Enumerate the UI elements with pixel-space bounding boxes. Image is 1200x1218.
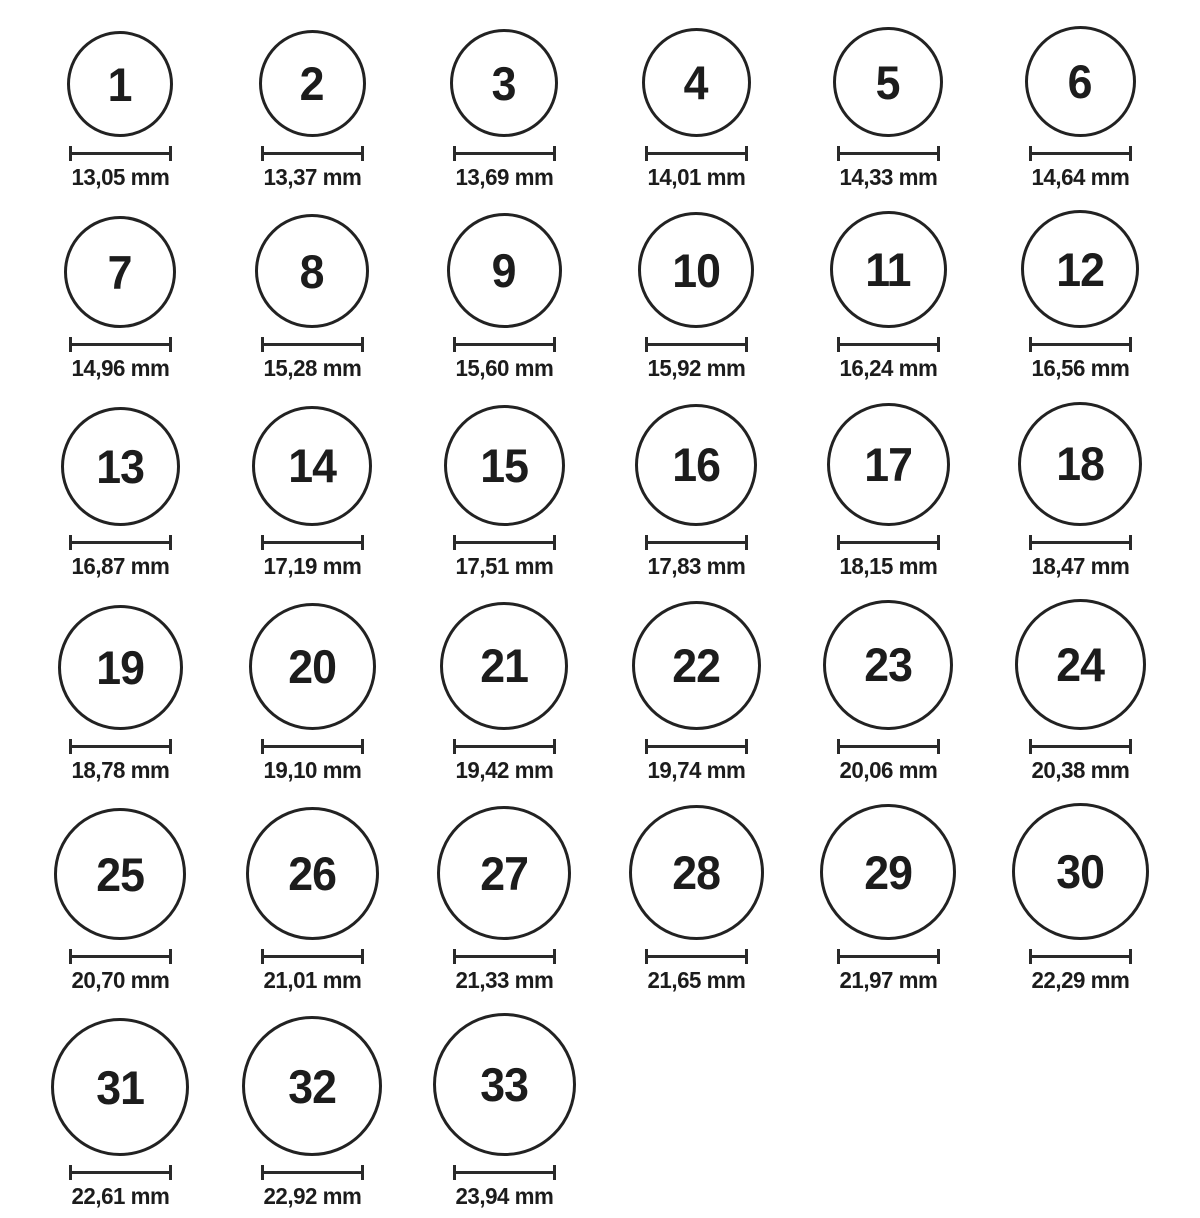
ruler-line xyxy=(1032,955,1129,958)
ring-size-number: 1 xyxy=(108,57,132,111)
ring-circle xyxy=(1021,210,1139,328)
ring-size-number: 33 xyxy=(480,1058,528,1112)
diameter-label: 21,65 mm xyxy=(647,967,745,994)
diameter-ruler xyxy=(645,949,748,964)
ring-size-number: 22 xyxy=(672,638,720,692)
diameter-ruler xyxy=(69,146,172,161)
ring-size-number: 6 xyxy=(1068,55,1092,108)
diameter-label: 14,96 mm xyxy=(71,355,169,382)
ring-size-cell-7 xyxy=(64,216,176,381)
diameter-ruler xyxy=(645,337,748,352)
diameter-ruler xyxy=(837,739,940,754)
diameter-label: 17,83 mm xyxy=(647,552,745,579)
ruler-right-tick xyxy=(937,739,940,754)
ring-circle xyxy=(54,808,186,940)
diameter-ruler xyxy=(261,337,364,352)
ruler-right-tick xyxy=(745,739,748,754)
ring-circle xyxy=(450,29,558,137)
ring-circle xyxy=(1025,26,1136,137)
ruler-line xyxy=(1032,745,1129,748)
ring-size-cell-6 xyxy=(1025,26,1136,190)
ruler-right-tick xyxy=(745,146,748,161)
ring-size-cell-22 xyxy=(632,601,761,783)
ruler-line xyxy=(456,745,553,748)
ring-circle xyxy=(51,1018,189,1156)
ring-size-number: 12 xyxy=(1056,242,1104,296)
ruler-right-tick xyxy=(169,535,172,550)
ring-size-number: 31 xyxy=(96,1060,144,1114)
ring-size-cell-33 xyxy=(433,1013,576,1209)
ring-circle xyxy=(437,806,571,940)
diameter-ruler xyxy=(645,146,748,161)
ring-circle xyxy=(635,404,757,526)
diameter-ruler xyxy=(261,739,364,754)
ruler-line xyxy=(264,343,361,346)
ring-circle xyxy=(64,216,176,328)
ruler-line xyxy=(72,343,169,346)
ring-circle xyxy=(827,403,950,526)
ring-size-cell-2 xyxy=(259,30,366,190)
diameter-label: 21,97 mm xyxy=(839,967,937,994)
ring-size-number: 13 xyxy=(96,439,144,493)
ring-size-cell-28 xyxy=(629,805,764,993)
ring-circle xyxy=(252,406,372,526)
ruler-right-tick xyxy=(169,1165,172,1180)
ring-circle xyxy=(638,212,754,328)
ruler-right-tick xyxy=(1129,535,1132,550)
ruler-right-tick xyxy=(553,1165,556,1180)
ring-size-number: 7 xyxy=(108,245,132,299)
diameter-label: 16,87 mm xyxy=(71,552,169,579)
ring-size-cell-14 xyxy=(252,406,372,579)
ruler-right-tick xyxy=(1129,146,1132,161)
ruler-right-tick xyxy=(1129,739,1132,754)
ruler-line xyxy=(456,343,553,346)
diameter-ruler xyxy=(1029,337,1132,352)
ruler-right-tick xyxy=(361,535,364,550)
ring-size-cell-11 xyxy=(830,211,947,381)
ruler-right-tick xyxy=(553,739,556,754)
ring-circle xyxy=(1018,402,1142,526)
ring-size-number: 18 xyxy=(1056,437,1104,491)
ruler-right-tick xyxy=(937,535,940,550)
ring-size-cell-17 xyxy=(827,403,950,579)
ring-size-number: 20 xyxy=(288,639,336,693)
ruler-right-tick xyxy=(361,949,364,964)
ring-size-number: 25 xyxy=(96,847,144,901)
ruler-line xyxy=(456,152,553,155)
diameter-label: 15,92 mm xyxy=(647,355,745,382)
ring-size-number: 19 xyxy=(96,640,144,694)
ruler-line xyxy=(456,1171,553,1174)
diameter-label: 20,38 mm xyxy=(1031,756,1129,783)
diameter-ruler xyxy=(453,146,556,161)
ring-circle xyxy=(58,605,183,730)
diameter-ruler xyxy=(69,535,172,550)
ruler-right-tick xyxy=(553,949,556,964)
diameter-label: 14,33 mm xyxy=(839,164,937,190)
diameter-ruler xyxy=(453,1165,556,1180)
ring-circle xyxy=(440,602,568,730)
ring-size-number: 4 xyxy=(684,56,708,109)
ruler-line xyxy=(840,541,937,544)
diameter-ruler xyxy=(453,739,556,754)
ring-size-cell-12 xyxy=(1021,210,1139,381)
ring-size-number: 17 xyxy=(864,437,912,491)
ruler-line xyxy=(456,541,553,544)
diameter-label: 20,06 mm xyxy=(839,756,937,783)
diameter-label: 20,70 mm xyxy=(71,967,169,994)
ruler-right-tick xyxy=(937,949,940,964)
ruler-line xyxy=(1032,343,1129,346)
diameter-label: 13,05 mm xyxy=(71,164,169,190)
ring-size-number: 8 xyxy=(300,244,324,298)
ruler-right-tick xyxy=(553,146,556,161)
diameter-ruler xyxy=(69,739,172,754)
ring-circle xyxy=(820,804,956,940)
ring-size-cell-3 xyxy=(450,29,558,190)
ring-circle xyxy=(433,1013,576,1156)
ruler-right-tick xyxy=(553,535,556,550)
diameter-ruler xyxy=(837,949,940,964)
ruler-line xyxy=(264,955,361,958)
ring-circle xyxy=(246,807,379,940)
ruler-right-tick xyxy=(745,949,748,964)
ring-size-cell-30 xyxy=(1012,803,1149,993)
ruler-line xyxy=(72,152,169,155)
ring-size-cell-1 xyxy=(67,31,173,190)
diameter-ruler xyxy=(837,535,940,550)
ring-size-number: 16 xyxy=(672,438,720,492)
diameter-label: 22,92 mm xyxy=(263,1183,361,1210)
diameter-ruler xyxy=(837,146,940,161)
ruler-right-tick xyxy=(937,337,940,352)
ring-circle xyxy=(1012,803,1149,940)
ring-size-cell-5 xyxy=(833,27,943,190)
diameter-label: 19,42 mm xyxy=(455,756,553,783)
ruler-line xyxy=(264,745,361,748)
ring-circle xyxy=(242,1016,382,1156)
ring-size-cell-27 xyxy=(437,806,571,993)
ring-size-cell-10 xyxy=(638,212,754,381)
ruler-right-tick xyxy=(937,146,940,161)
ring-circle xyxy=(632,601,761,730)
diameter-label: 18,78 mm xyxy=(71,756,169,783)
ring-size-number: 3 xyxy=(492,56,516,110)
ring-size-number: 23 xyxy=(864,638,912,692)
ring-circle xyxy=(249,603,376,730)
diameter-ruler xyxy=(837,337,940,352)
diameter-ruler xyxy=(1029,949,1132,964)
diameter-label: 15,28 mm xyxy=(263,355,361,382)
ruler-line xyxy=(648,152,745,155)
ring-circle xyxy=(833,27,943,137)
ring-circle xyxy=(642,28,751,137)
ruler-line xyxy=(264,1171,361,1174)
ring-size-number: 11 xyxy=(865,243,911,297)
diameter-label: 13,37 mm xyxy=(263,164,361,190)
ring-circle xyxy=(823,600,953,730)
diameter-ruler xyxy=(261,535,364,550)
ring-size-number: 10 xyxy=(672,243,720,297)
ring-size-cell-18 xyxy=(1018,402,1142,579)
diameter-label: 14,64 mm xyxy=(1031,164,1129,190)
ruler-right-tick xyxy=(745,535,748,550)
ring-size-number: 15 xyxy=(480,438,528,492)
ring-size-cell-32 xyxy=(242,1016,382,1209)
ruler-line xyxy=(1032,152,1129,155)
diameter-label: 21,33 mm xyxy=(455,967,553,994)
ruler-line xyxy=(456,955,553,958)
ring-size-number: 14 xyxy=(288,439,336,493)
ruler-line xyxy=(840,955,937,958)
diameter-ruler xyxy=(69,1165,172,1180)
diameter-ruler xyxy=(645,535,748,550)
ruler-right-tick xyxy=(169,146,172,161)
ring-size-number: 30 xyxy=(1056,845,1104,899)
ring-size-number: 9 xyxy=(492,244,516,298)
ruler-line xyxy=(648,955,745,958)
diameter-ruler xyxy=(261,1165,364,1180)
ring-size-cell-31 xyxy=(51,1018,189,1209)
diameter-ruler xyxy=(261,949,364,964)
diameter-label: 21,01 mm xyxy=(263,967,361,994)
ring-size-cell-23 xyxy=(823,600,953,783)
ring-size-cell-19 xyxy=(58,605,183,783)
ruler-line xyxy=(840,745,937,748)
diameter-ruler xyxy=(1029,146,1132,161)
ring-circle xyxy=(259,30,366,137)
ruler-line xyxy=(72,1171,169,1174)
ruler-right-tick xyxy=(361,146,364,161)
ruler-line xyxy=(72,541,169,544)
ruler-line xyxy=(648,343,745,346)
ruler-line xyxy=(264,541,361,544)
diameter-ruler xyxy=(453,535,556,550)
ring-circle xyxy=(255,214,369,328)
ring-circle xyxy=(61,407,180,526)
ruler-line xyxy=(648,541,745,544)
diameter-label: 22,61 mm xyxy=(71,1183,169,1210)
ruler-right-tick xyxy=(169,949,172,964)
ring-size-cell-16 xyxy=(635,404,757,579)
ruler-right-tick xyxy=(169,337,172,352)
diameter-label: 16,24 mm xyxy=(839,355,937,382)
ring-circle xyxy=(629,805,764,940)
diameter-ruler xyxy=(453,949,556,964)
ruler-line xyxy=(1032,541,1129,544)
diameter-label: 16,56 mm xyxy=(1031,355,1129,382)
ruler-line xyxy=(72,955,169,958)
ruler-right-tick xyxy=(553,337,556,352)
diameter-label: 13,69 mm xyxy=(455,164,553,190)
ruler-right-tick xyxy=(1129,337,1132,352)
ring-size-number: 21 xyxy=(480,639,528,693)
diameter-label: 17,51 mm xyxy=(455,552,553,579)
diameter-ruler xyxy=(69,337,172,352)
diameter-label: 18,47 mm xyxy=(1031,552,1129,579)
ring-size-number: 5 xyxy=(876,55,900,109)
diameter-label: 23,94 mm xyxy=(455,1183,553,1210)
ruler-right-tick xyxy=(361,1165,364,1180)
ring-size-number: 2 xyxy=(300,57,324,110)
diameter-ruler xyxy=(645,739,748,754)
ring-size-cell-26 xyxy=(246,807,379,993)
diameter-label: 15,60 mm xyxy=(455,355,553,382)
ring-size-cell-29 xyxy=(820,804,956,993)
diameter-label: 18,15 mm xyxy=(839,552,937,579)
ring-size-number: 32 xyxy=(288,1059,336,1113)
ring-size-cell-25 xyxy=(54,808,186,993)
diameter-ruler xyxy=(1029,535,1132,550)
diameter-label: 19,74 mm xyxy=(647,756,745,783)
ruler-right-tick xyxy=(1129,949,1132,964)
ruler-right-tick xyxy=(361,337,364,352)
ring-size-cell-24 xyxy=(1015,599,1146,783)
diameter-ruler xyxy=(453,337,556,352)
diameter-label: 17,19 mm xyxy=(263,552,361,579)
ring-size-number: 27 xyxy=(480,846,528,900)
ring-size-cell-8 xyxy=(255,214,369,381)
ruler-line xyxy=(840,152,937,155)
diameter-label: 22,29 mm xyxy=(1031,967,1129,994)
ring-size-cell-13 xyxy=(61,407,180,579)
ring-size-number: 28 xyxy=(672,846,720,900)
ring-size-number: 29 xyxy=(864,845,912,899)
ring-size-cell-4 xyxy=(642,28,751,190)
diameter-label: 19,10 mm xyxy=(263,756,361,783)
ruler-line xyxy=(840,343,937,346)
ring-size-cell-21 xyxy=(440,602,568,783)
ring-circle xyxy=(444,405,565,526)
ruler-line xyxy=(264,152,361,155)
ruler-right-tick xyxy=(745,337,748,352)
diameter-ruler xyxy=(261,146,364,161)
ring-size-number: 24 xyxy=(1056,637,1104,691)
ring-size-number: 26 xyxy=(288,847,336,901)
diameter-ruler xyxy=(69,949,172,964)
ring-size-cell-15 xyxy=(444,405,565,579)
ring-size-cell-20 xyxy=(249,603,376,783)
ring-circle xyxy=(67,31,173,137)
ring-circle xyxy=(447,213,562,328)
ring-circle xyxy=(830,211,947,328)
ruler-right-tick xyxy=(169,739,172,754)
ruler-line xyxy=(648,745,745,748)
diameter-ruler xyxy=(1029,739,1132,754)
ruler-right-tick xyxy=(361,739,364,754)
ruler-line xyxy=(72,745,169,748)
ring-circle xyxy=(1015,599,1146,730)
diameter-label: 14,01 mm xyxy=(647,164,745,190)
ring-size-cell-9 xyxy=(447,213,562,381)
